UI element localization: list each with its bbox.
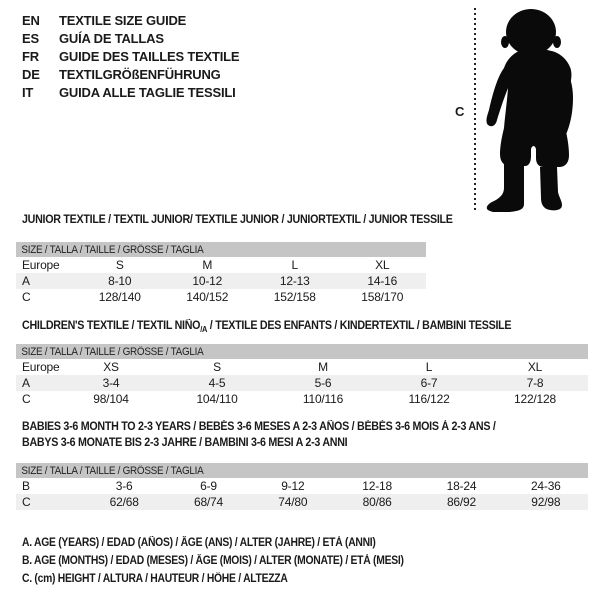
size-cell: 152/158 [273,290,316,304]
size-cell: 128/140 [98,290,141,304]
language-row-en [22,11,239,29]
junior-size-table [16,242,426,305]
row-label: Europe [22,360,60,374]
children-title-rest: / TEXTILE DES ENFANTS / KINDERTEXTIL / BAMBINI TESSILE [207,320,512,332]
size-cell: 3-6 [115,479,133,493]
size-cell: XL [375,258,390,272]
size-cell: 7-8 [526,376,544,390]
language-title: TEXTILGRÖßENFÜHRUNG [59,66,221,82]
size-cell: 12-18 [362,479,392,493]
legend-notes [22,534,446,588]
size-cell: M [318,360,328,374]
size-cell: 18-24 [446,479,477,493]
language-row-it [22,83,239,101]
babies-size-header-bar [16,463,588,478]
toddler-silhouette-icon [484,6,596,212]
legend-note-a: A. AGE (YEARS) / EDAD (AÑOS) / ÂGE (ANS) / ALTER (JAHRE) / ETÀ (ANNI) [22,537,376,549]
size-cell: 6-7 [420,376,438,390]
language-list [22,11,239,101]
size-cell: 122/128 [514,392,556,406]
height-measure-dotted-line [474,8,476,212]
row-label: A [22,376,30,390]
table-row [16,494,588,510]
table-row [16,391,588,407]
language-code: FR [22,48,39,64]
language-title: GUÍA DE TALLAS [59,30,164,46]
junior-size-header-bar [16,242,426,257]
row-label: Europe [22,258,60,272]
children-size-header-bar [16,344,588,359]
language-row-de [22,65,239,83]
size-cell: 12-13 [279,274,310,288]
row-label: A [22,274,30,288]
language-title: TEXTILE SIZE GUIDE [59,12,187,28]
size-cell: 8-10 [108,274,132,288]
size-cell: 80/86 [362,495,392,509]
size-cell: 3-4 [102,376,120,390]
babies-size-table [16,463,588,510]
language-row-fr [22,47,239,65]
size-cell: 110/116 [302,392,344,406]
table-row [16,359,588,375]
size-cell: 4-5 [208,376,226,390]
size-cell: 86/92 [446,495,476,509]
table-row [16,273,426,289]
language-code: EN [22,12,40,28]
size-cell: S [115,258,124,272]
size-cell: 24-36 [530,479,561,493]
row-label: C [22,290,31,304]
table-row [16,289,426,305]
size-cell: 98/104 [93,392,129,406]
size-cell: 68/74 [193,495,223,509]
size-cell: 158/170 [361,290,404,304]
children-title-main: CHILDREN'S TEXTILE / TEXTIL NIÑO [22,320,201,332]
size-cell: 74/80 [278,495,308,509]
size-cell: 5-6 [314,376,332,390]
table-row [16,375,588,391]
size-cell: XS [103,360,119,374]
language-code: IT [22,84,34,100]
table-row [16,478,588,494]
size-cell: M [202,258,213,272]
size-cell: 10-12 [192,274,223,288]
size-cell: 14-16 [367,274,398,288]
size-cell: 140/152 [186,290,229,304]
size-cell: 104/110 [196,392,238,406]
size-header-label: SIZE / TALLA / TAILLE / GRÖSSE / TAGLIA [21,464,204,477]
language-title: GUIDA ALLE TAGLIE TESSILI [59,84,236,100]
height-measure-label: C [455,104,465,119]
babies-section-title-line2: BABYS 3-6 MONATE BIS 2-3 JAHRE / BAMBINI 3-6 MESI A 2-3 ANNI [22,437,348,449]
size-cell: 6-9 [200,479,217,493]
size-cell: L [425,360,433,374]
language-title: GUIDE DES TAILLES TEXTILE [59,48,240,64]
language-code: ES [22,30,39,46]
size-header-label: SIZE / TALLA / TAILLE / GRÖSSE / TAGLIA [21,345,204,358]
language-code: DE [22,66,40,82]
legend-note-b: B. AGE (MONTHS) / EDAD (MESES) / ÂGE (MOIS) / ALTER (MONATE) / ETÀ (MESI) [22,555,404,567]
size-cell: 92/98 [531,495,561,509]
row-label: B [22,479,30,493]
table-row [16,257,426,273]
legend-note-c: C. (cm) HEIGHT / ALTURA / HAUTEUR / HÖHE / ALTEZZA [22,573,288,585]
size-cell: 9-12 [281,479,305,493]
size-cell: 116/122 [408,392,450,406]
children-size-table [16,344,588,407]
size-cell: 62/68 [109,495,139,509]
children-section-title [22,320,511,334]
size-cell: S [213,360,221,374]
size-cell: L [291,258,298,272]
row-label: C [22,495,31,509]
language-row-es [22,29,239,47]
children-title-subscript: /A [200,325,208,334]
babies-section-title-line1: BABIES 3-6 MONTH TO 2-3 YEARS / BEBÉS 3-6 MESES A 2-3 AÑOS / BÉBÉS 3-6 MOIS À 2-3 ANS / [22,421,496,433]
size-header-label: SIZE / TALLA / TAILLE / GRÖSSE / TAGLIA [21,243,204,256]
row-label: C [22,392,31,406]
junior-section-title: JUNIOR TEXTILE / TEXTIL JUNIOR/ TEXTILE JUNIOR / JUNIORTEXTIL / JUNIOR TESSILE [22,214,453,226]
size-cell: XL [527,360,543,374]
